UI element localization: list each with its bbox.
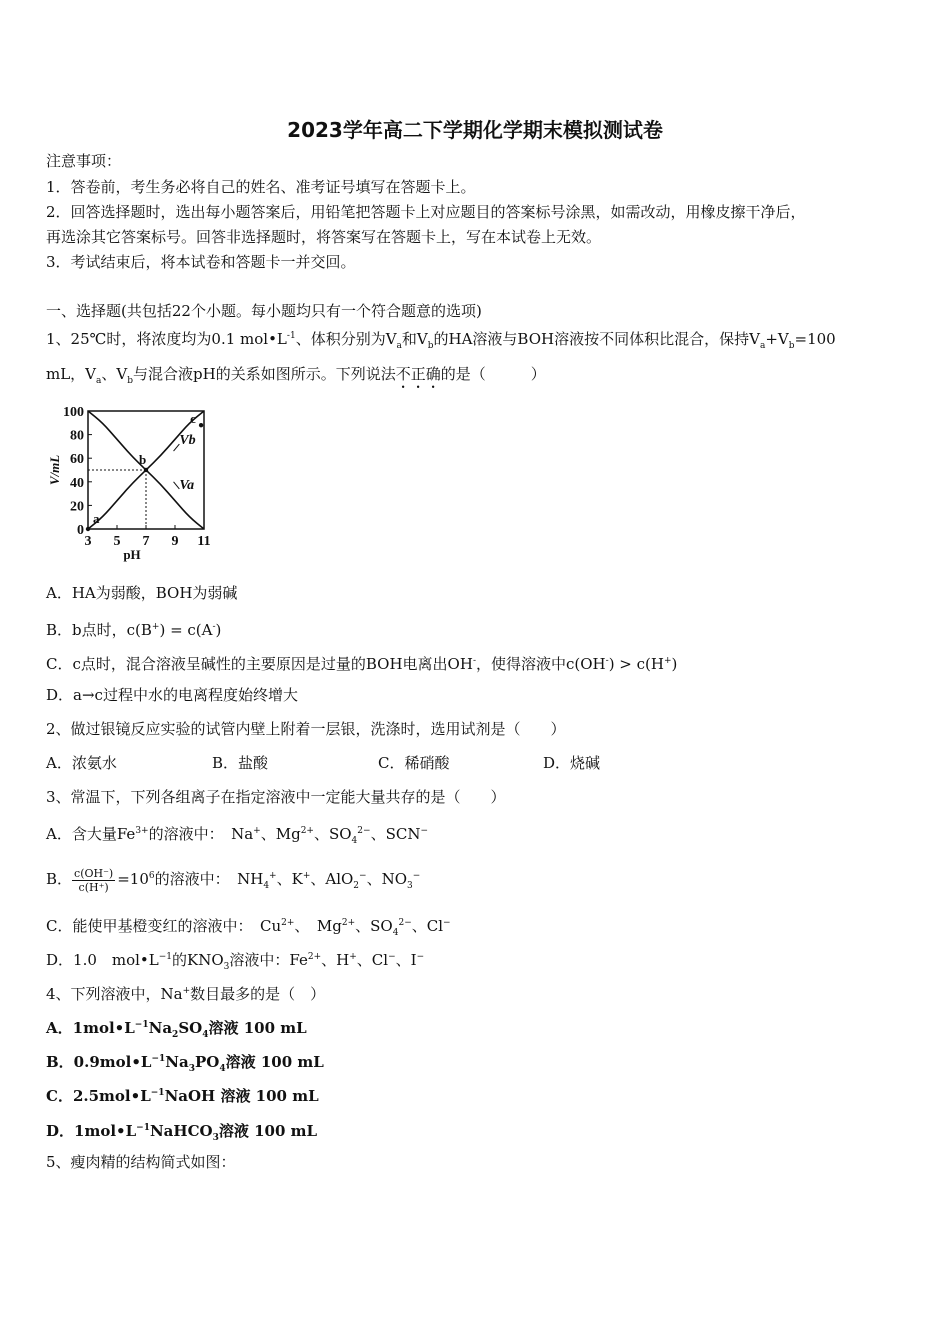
q2-stem: 2、做过银镜反应实验的试管内壁上附着一层银，洗涤时，选用试剂是（ ） (46, 720, 566, 738)
point-label-b: b (139, 452, 147, 467)
notice-item-1: 1．答卷前，考生务必将自己的姓名、准考证号填写在答题卡上。 (46, 178, 476, 196)
y-tick-label: 100 (63, 405, 84, 420)
q2-option-b[interactable]: B．盐酸 (212, 754, 269, 772)
page-title: 2023学年高二下学期化学期末模拟测试卷 (287, 118, 663, 142)
q3-option-d[interactable]: D．1.0 $mol•L^{-1}$的$KNO_3$溶液中：$Fe^{2+}$、H+、Cl−、I− (46, 951, 425, 972)
q4-option-c[interactable]: C．$2.5mol•L^{-1}NaOH$ 溶液 100 mL (46, 1087, 319, 1105)
point-a (86, 527, 90, 531)
q3-option-b[interactable]: B． $\frac{c(OH^-)}{c(H^+)}$ $=10^6$的溶液中： $NH_4^+$、K+、AlO$_2$−、$NO_3^-$ (46, 866, 421, 894)
y-tick-label: 20 (70, 499, 84, 515)
ph-volume-chart (44, 398, 224, 566)
q1-option-d[interactable]: D．a→c过程中水的电离程度始终增大 (46, 686, 298, 704)
point-b (144, 468, 148, 472)
curve-label-vb: Vb (179, 433, 196, 449)
y-tick-label: 60 (70, 452, 84, 468)
q5-stem: 5、瘦肉精的结构简式如图： (46, 1153, 236, 1171)
y-tick-label: 0 (77, 523, 84, 538)
q4-stem: 4、下列溶液中，Na+数目最多的是（ ） (46, 985, 326, 1003)
q2-option-c[interactable]: C．稀硝酸 (378, 754, 450, 772)
q3-option-c[interactable]: C．能使甲基橙变红的溶液中： $Cu^{2+}$、 $Mg^{2+}$、$SO_4^{2-}$、Cl− (46, 917, 451, 938)
q1-stem-line2: mL，$V_a$、$V_b$与混合液pH的关系如图所示。下列说法不正确的是（ ） (46, 365, 546, 386)
y-tick-label: 80 (70, 428, 84, 444)
x-tick-label: 7 (142, 534, 150, 549)
notice-item-2: 2．回答选择题时，选出每小题答案后，用铅笔把答题卡上对应题目的答案标号涂黑，如需改动，用橡皮擦干净后， (46, 203, 806, 221)
point-c (199, 423, 203, 427)
point-label-c: c (190, 411, 196, 427)
emphasis-text: 不正确 (395, 365, 441, 383)
q1-option-b[interactable]: B．b点时，c(B+) = c(A-) (46, 621, 222, 639)
q1-option-c[interactable]: C．c点时，混合溶液呈碱性的主要原因是过量的BOH电离出OH-，使得溶液中c(OH-) > c(H+) (46, 655, 678, 673)
q1-option-a[interactable]: A．HA为弱酸，BOH为弱碱 (46, 584, 238, 602)
y-axis-label: V/mL (47, 454, 62, 486)
notice-heading: 注意事项： (46, 152, 122, 170)
notice-item-3: 3．考试结束后，将本试卷和答题卡一并交回。 (46, 253, 356, 271)
q4-option-d[interactable]: D．$1mol•L^{-1}NaHCO_3$溶液 100 mL (46, 1122, 318, 1143)
curve-label-va: Va (179, 477, 195, 493)
x-tick-label: 5 (113, 534, 121, 549)
x-axis-label: pH (123, 547, 141, 562)
x-tick-label: 3 (84, 534, 92, 549)
section-heading: 一、选择题(共包括22个小题。每小题均只有一个符合题意的选项) (46, 302, 482, 320)
y-tick-label: 40 (70, 475, 84, 491)
point-label-a: a (93, 511, 100, 526)
q2-option-d[interactable]: D．烧碱 (543, 754, 601, 772)
x-tick-label: 11 (197, 534, 211, 549)
q3-stem: 3、常温下，下列各组离子在指定溶液中一定能大量共存的是（ ） (46, 788, 506, 806)
q3-option-a[interactable]: A．含大量$Fe^{3+}$的溶液中： Na+、$Mg^{2+}$、$SO_4^{2-}$、SCN− (46, 825, 428, 846)
q4-option-b[interactable]: B．$0.9mol•L^{-1}Na_3PO_4$溶液 100 mL (46, 1053, 324, 1074)
ratio-fraction: $\frac{c(OH^-)}{c(H^+)}$ (74, 866, 114, 894)
q2-option-a[interactable]: A．浓氨水 (46, 754, 117, 772)
q4-option-a[interactable]: A．$1mol•L^{-1}Na_2SO_4$溶液 100 mL (46, 1019, 307, 1040)
x-tick-label: 9 (171, 534, 179, 549)
notice-item-2-cont: 再选涂其它答案标号。回答非选择题时，将答案写在答题卡上，写在本试卷上无效。 (46, 228, 602, 246)
q1-stem-line1: 1、25℃时，将浓度均为0.1 $mol•L^{-1}$、体积分别为$V_a$和$V_b$的HA溶液与BOH溶液按不同体积比混合，保持$V_a+V_b=100$ (46, 330, 836, 351)
